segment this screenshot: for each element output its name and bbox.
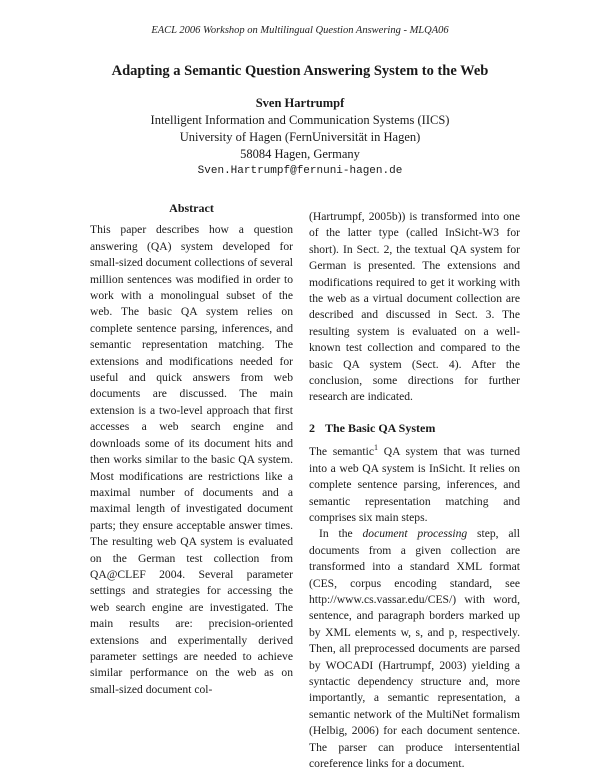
section-paragraph-1 (309, 444, 520, 526)
section-title: The Basic QA System (325, 420, 436, 435)
p2-start: In the (319, 527, 363, 541)
abstract-text: This paper describes how a question answering (QA) system developed for small-sized document collections of several million sentences was modified in order to work with a monolingual subset of the web. The basic QA system relies on complete sentence parsing, inferences, and semantic representation matching. The extensions and modifications needed for useful and quick answers from web documents are discussed. The main extension is a two-level approach that first accesses a web search engine and downloads some of its document hits and then works similar to the basic QA system. Most modifications are restrictions like a maximal number of documents and a maximal length of investigated document parts; they ensure acceptable answer times. The resulting web QA system is evaluated on the German test collection from QA@CLEF 2004. Several parameter settings and strategies for accessing the web search engine are investigated. The main results are: precision-oriented extensions and experimentally derived parameter settings are needed to achieve similar performance on the web as on small-sized document col- (90, 223, 293, 696)
p2-rest: step, all documents from a given collection are transformed into a standard XML format (CES, corpus encoding standard, see http://www.cs.vassar.edu/CES/) with word, sentence, and paragraph borders marked up by XML elements w, s, and p, respectively. Then, all preprocessed documents are parsed by WOCADI (Hartrumpf, 2003) yielding a syntactic dependency structure and, more importantly, a semantic representation, a semantic network of the MultiNet formalism (Helbig, 2006) for each document sentence. The parser can produce intersentential coreference links for a document. (309, 527, 520, 770)
section-number: 2 (309, 420, 315, 435)
footnote-mark: 1 (373, 443, 378, 453)
author-block (0, 95, 600, 180)
paper-title: Adapting a Semantic Question Answering System to the Web (111, 63, 489, 79)
abstract-heading: Abstract (169, 201, 214, 215)
affiliation-line-2: University of Hagen (FernUniversität in Hagen) (179, 130, 421, 144)
intro-paragraph: (Hartrumpf, 2005b)) is transformed into one of the latter type (called InSicht-W3 for short). In Sect. 2, the textual QA system for German is presented. The extensions and modifications required to get it working with the web as a virtual document collection are described and discussed in Sect. 3. The resulting system is evaluated on a well-known test collection and compared to the basic QA system (Sect. 4). After the conclusion, some directions for further research are indicated. (309, 210, 520, 404)
right-column (309, 209, 520, 772)
section-heading (309, 420, 520, 436)
venue-header: EACL 2006 Workshop on Multilingual Question Answering - MLQA06 (151, 25, 449, 36)
p2-emphasis: document processing (362, 527, 468, 541)
author-name: Sven Hartrumpf (255, 96, 345, 110)
left-column (90, 200, 293, 698)
section-paragraph-2 (309, 526, 520, 772)
affiliation-line-1: Intelligent Information and Communication Systems (IICS) (150, 113, 450, 127)
p1-before-footnote: The semantic (309, 445, 374, 459)
p1-after-footnote: QA system that was turned into a web QA system is InSicht. It relies on complete sentence parsing, inferences, and semantic representation matching and comprises six main steps. (309, 445, 520, 524)
author-email: Sven.Hartrumpf@fernuni-hagen.de (197, 165, 403, 177)
address-line: 58084 Hagen, Germany (240, 147, 360, 161)
